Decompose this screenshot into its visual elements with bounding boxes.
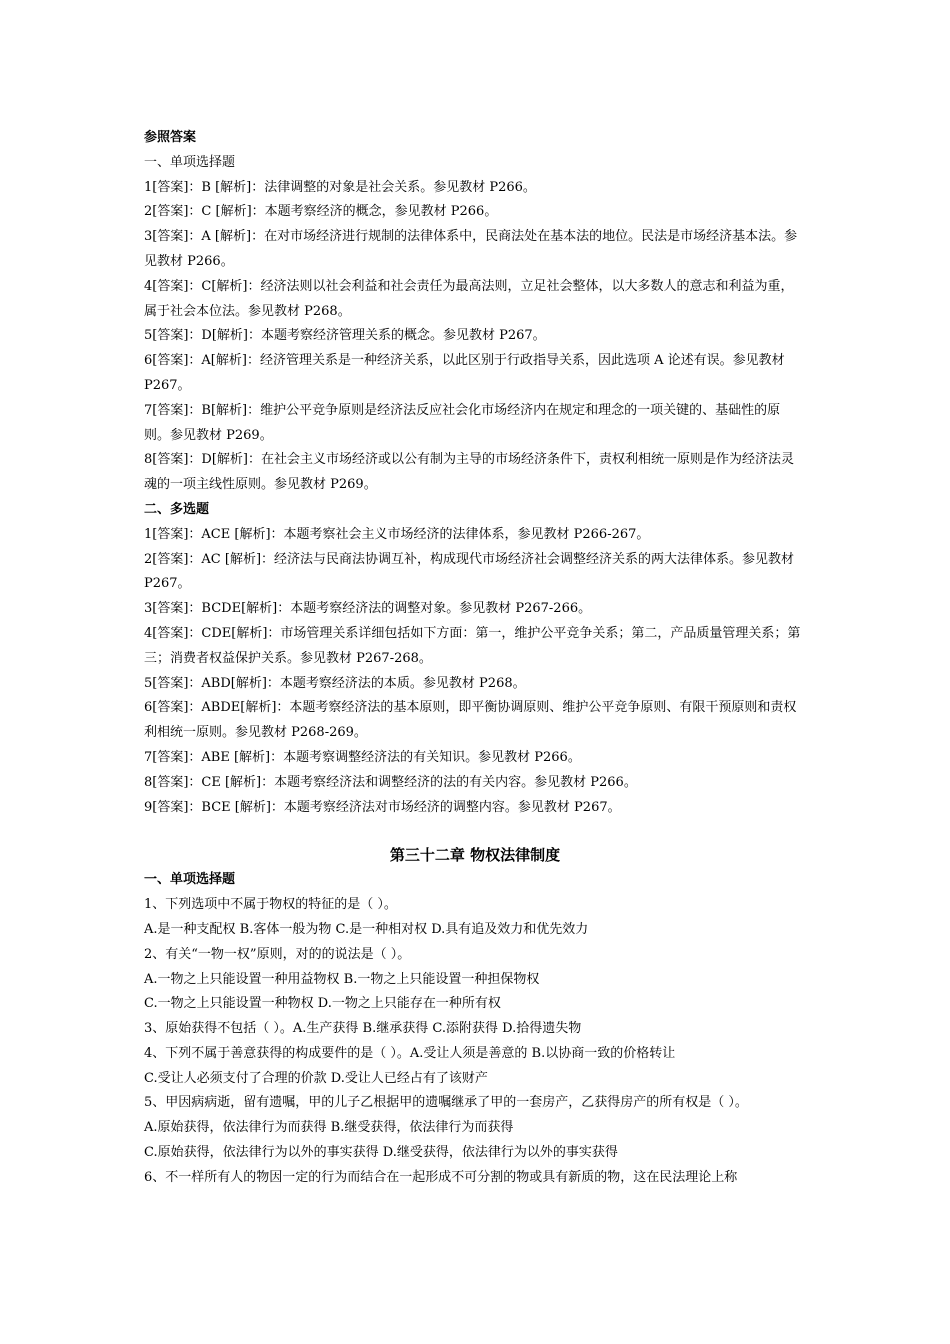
multi-answer-5: 5[答案]：ABD[解析]：本题考察经济法的本质。参见教材 P268。 — [144, 675, 526, 691]
multi-answer-3: 3[答案]：BCDE[解析]：本题考察经济法的调整对象。参见教材 P267-266。 — [144, 601, 592, 617]
single-answer-3: 3[答案]：A [解析]：在对市场经济进行规制的法律体系中，民商法处在基本法的地位。民法是市场经济基本法。参见教材 P266。 — [144, 229, 798, 269]
multi-answer-6: 6[答案]：ABDE[解析]：本题考察经济法的基本原则，即平衡协调原则、维护公平竞争原则、有限干预原则和责权利相统一原则。参见教材 P268-269。 — [144, 700, 797, 741]
question-2: 2、有关“一物一权”原则，对的的说法是（ ）。 — [144, 946, 411, 962]
question-5-options-ab: A.原始获得，依法律行为而获得 B.继受获得，依法律行为而获得 — [144, 1120, 514, 1136]
single-answer-7: 7[答案]：B[解析]：维护公平竞争原则是经济法反应社会化市场经济内在规定和理念的一项关键的、基础性的原则。参见教材 P269。 — [144, 402, 781, 443]
single-answer-2: 2[答案]：C [解析]：本题考察经济的概念，参见教材 P266。 — [144, 204, 498, 220]
single-choice-section-title: 一、单项选择题 — [144, 154, 236, 170]
single-answer-4: 4[答案]：C[解析]：经济法则以社会利益和社会责任为最高法则，立足社会整体，以大多数人的意志和利益为重，属于社会本位法。参见教材 P268。 — [144, 278, 794, 319]
multi-choice-section-title: 二、多选题 — [144, 501, 210, 517]
document-page — [144, 126, 806, 1191]
chapter-title: 第三十二章 物权法律制度 — [389, 846, 561, 865]
multi-answer-8: 8[答案]：CE [解析]：本题考察经济法和调整经济的法的有关内容。参见教材 P266。 — [144, 774, 637, 790]
question-1: 1、下列选项中不属于物权的特征的是（ ）。 — [144, 897, 397, 913]
multi-answer-7: 7[答案]：ABE [解析]：本题考察调整经济法的有关知识。参见教材 P266。 — [144, 749, 581, 765]
question-2-options-ab: A.一物之上只能设置一种用益物权 B.一物之上只能设置一种担保物权 — [144, 971, 540, 987]
multi-answer-4: 4[答案]：CDE[解析]：市场管理关系详细包括如下方面：第一，维护公平竞争关系；第二，产品质量管理关系；第三；消费者权益保护关系。参见教材 P267-268。 — [144, 625, 801, 666]
single-answer-6: 6[答案]：A[解析]：经济管理关系是一种经济关系，以此区别于行政指导关系，因此选项 A 论述有误。参见教材 P267。 — [144, 353, 785, 393]
question-1-options: A.是一种支配权 B.客体一般为物 C.是一种相对权 D.具有追及效力和优先效力 — [144, 921, 589, 937]
chapter-section-title: 一、单项选择题 — [144, 872, 236, 888]
single-answer-5: 5[答案]：D[解析]：本题考察经济管理关系的概念。参见教材 P267。 — [144, 328, 546, 344]
question-4-options: C.受让人必须支付了合理的价款 D.受让人已经占有了该财产 — [144, 1070, 488, 1086]
single-answer-1: 1[答案]：B [解析]：法律调整的对象是社会关系。参见教材 P266。 — [144, 179, 536, 195]
single-answer-8: 8[答案]：D[解析]：在社会主义市场经济或以公有制为主导的市场经济条件下，责权利相统一原则是作为经济法灵魂的一项主线性原则。参见教材 P269。 — [144, 452, 794, 493]
question-3: 3、原始获得不包括（ ）。A.生产获得 B.继承获得 C.添附获得 D.拾得遗失物 — [144, 1021, 582, 1037]
answers-heading: 参照答案 — [144, 130, 197, 145]
question-4: 4、下列不属于善意获得的构成要件的是（ ）。A.受让人须是善意的 B.以协商一致的价格转让 — [144, 1045, 676, 1061]
question-6: 6、不一样所有人的物因一定的行为而结合在一起形成不可分割的物或具有新质的物，这在民法理论上称 — [144, 1169, 738, 1185]
question-5: 5、甲因病病逝，留有遗嘱，甲的儿子乙根据甲的遗嘱继承了甲的一套房产，乙获得房产的所有权是（ ）。 — [144, 1095, 748, 1111]
question-2-options-cd: C.一物之上只能设置一种物权 D.一物之上只能存在一种所有权 — [144, 996, 501, 1012]
question-5-options-cd: C.原始获得，依法律行为以外的事实获得 D.继受获得，依法律行为以外的事实获得 — [144, 1145, 618, 1161]
multi-answer-1: 1[答案]：ACE [解析]：本题考察社会主义市场经济的法律体系，参见教材 P266-267。 — [144, 526, 650, 542]
multi-answer-9: 9[答案]：BCE [解析]：本题考察经济法对市场经济的调整内容。参见教材 P267。 — [144, 799, 621, 815]
multi-answer-2: 2[答案]：AC [解析]：经济法与民商法协调互补，构成现代市场经济社会调整经济关系的两大法律体系。参见教材 P267。 — [144, 551, 795, 592]
